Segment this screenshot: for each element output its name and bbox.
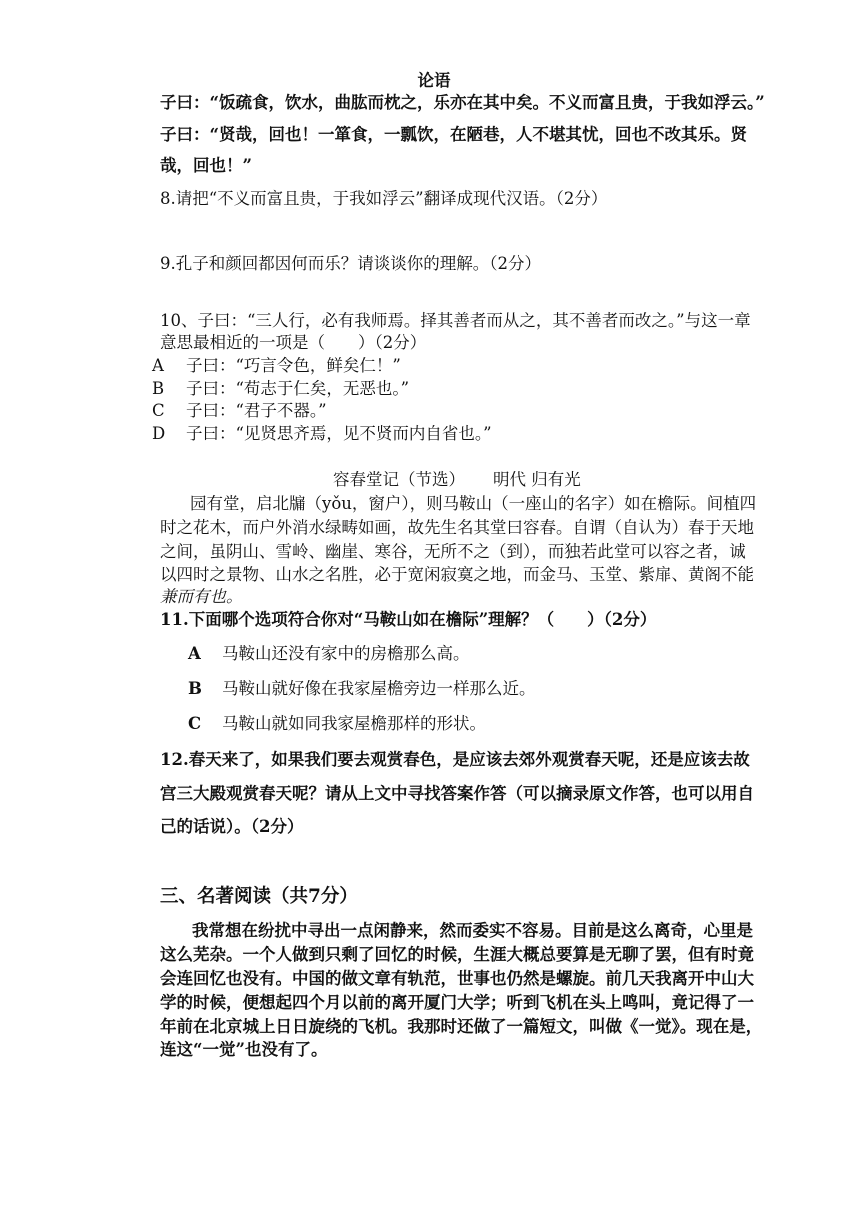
option-letter: B [152,379,165,398]
lunyu-line-2: 子曰：“贤哉，回也！一箪食，一瓢饮，在陋巷，人不堪其忧，回也不改其乐。贤 [160,125,747,144]
option-text: 马鞍山还没有家中的房檐那么高。 [222,644,470,663]
lunyu-line-3: 哉，回也！” [160,156,252,175]
question-9: 9.孔子和颜回都因何而乐？请谈谈你的理解。（2分） [160,254,541,273]
option-text: 子曰：“见贤思齐焉，见不贤而内自省也。” [186,424,492,443]
question-11-option-c[interactable] [188,713,486,735]
lunyu-title: 论语 [417,71,451,90]
section-3-line-4: 学的时候，便想起四个月以前的离开厦门大学；听到飞机在头上鸣叫，竟记得了一 [160,993,754,1012]
option-text: 马鞍山就如同我家屋檐那样的形状。 [222,714,486,733]
option-text: 子曰：“巧言令色，鲜矣仁！” [186,356,401,375]
rongchun-line-3: 之间，虽阴山、雪岭、幽崖、寒谷，无所不之（到），而独若此堂可以容之者，诚 [160,542,746,561]
option-letter: B [188,679,202,698]
question-10-option-d[interactable] [152,423,492,445]
rongchun-author: 明代 归有光 [493,470,581,489]
lunyu-line-1: 子曰：“饭疏食，饮水，曲肱而枕之，乐亦在其中矣。不义而富且贵，于我如浮云。” [160,93,765,112]
question-10-line-1: 10、子曰：“三人行，必有我师焉。择其善者而从之，其不善者而改之。”与这一章 [160,311,751,330]
question-11-option-b[interactable] [188,678,536,700]
section-3-line-5: 年前在北京城上日日旋绕的飞机。我那时还做了一篇短文，叫做《一觉》。现在是， [160,1017,763,1036]
section-3-line-1: 我常想在纷扰中寻出一点闲静来，然而委实不容易。目前是这么离奇，心里是 [192,921,753,940]
option-letter: A [152,356,164,375]
question-8: 8.请把“不义而富且贵，于我如浮云”翻译成现代汉语。（2分） [160,189,608,208]
question-12-line-1: 12.春天来了，如果我们要去观赏春色，是应该去郊外观赏春天呢，还是应该去故 [160,750,750,769]
option-text: 子曰：“君子不器。” [186,401,327,420]
section-3-heading: 三、名著阅读（共7分） [160,886,358,907]
section-3-line-6: 连这“一觉”也没有了。 [160,1040,328,1059]
rongchun-line-4: 以四时之景物、山水之名胜，必于宽闲寂寞之地，而金马、玉堂、紫扉、黄阁不能 [160,565,754,584]
question-11: 11.下面哪个选项符合你对“马鞍山如在檐际”理解？（ ）（2分） [160,610,657,629]
question-12-line-2: 宫三大殿观赏春天呢？请从上文中寻找答案作答（可以摘录原文作答，也可以用自 [160,784,754,803]
question-10-option-b[interactable] [152,378,409,400]
question-10-line-2: 意思最相近的一项是（ ）（2分） [160,333,427,352]
question-10-option-c[interactable] [152,400,327,422]
rongchun-line-1: 园有堂，启北牖（yǒu，窗户），则马鞍山（一座山的名字）如在檐际。间植四 [190,494,757,513]
rongchun-title [333,469,581,491]
rongchun-line-5: 兼而有也。 [160,587,243,606]
option-text: 子曰：“苟志于仁矣，无恶也。” [186,379,410,398]
option-letter: C [188,714,202,733]
option-letter: D [152,424,166,443]
option-letter: A [188,644,201,663]
section-3-line-3: 会连回忆也没有。中国的做文章有轨范，世事也仍然是螺旋。前几天我离开中山大 [160,969,754,988]
section-3-line-2: 这么芜杂。一个人做到只剩了回忆的时候，生涯大概总要算是无聊了罢，但有时竟 [160,945,754,964]
question-11-option-a[interactable] [188,643,470,665]
option-text: 马鞍山就好像在我家屋檐旁边一样那么近。 [222,679,536,698]
rongchun-title-text: 容春堂记（节选） [333,470,465,489]
question-10-option-a[interactable] [152,355,401,377]
rongchun-line-2: 时之花木，而户外消水绿畴如画，故先生名其堂曰容春。自谓（自认为）春于天地 [160,518,754,537]
option-letter: C [152,401,165,420]
question-12-line-3: 己的话说）。（2分） [160,817,304,836]
